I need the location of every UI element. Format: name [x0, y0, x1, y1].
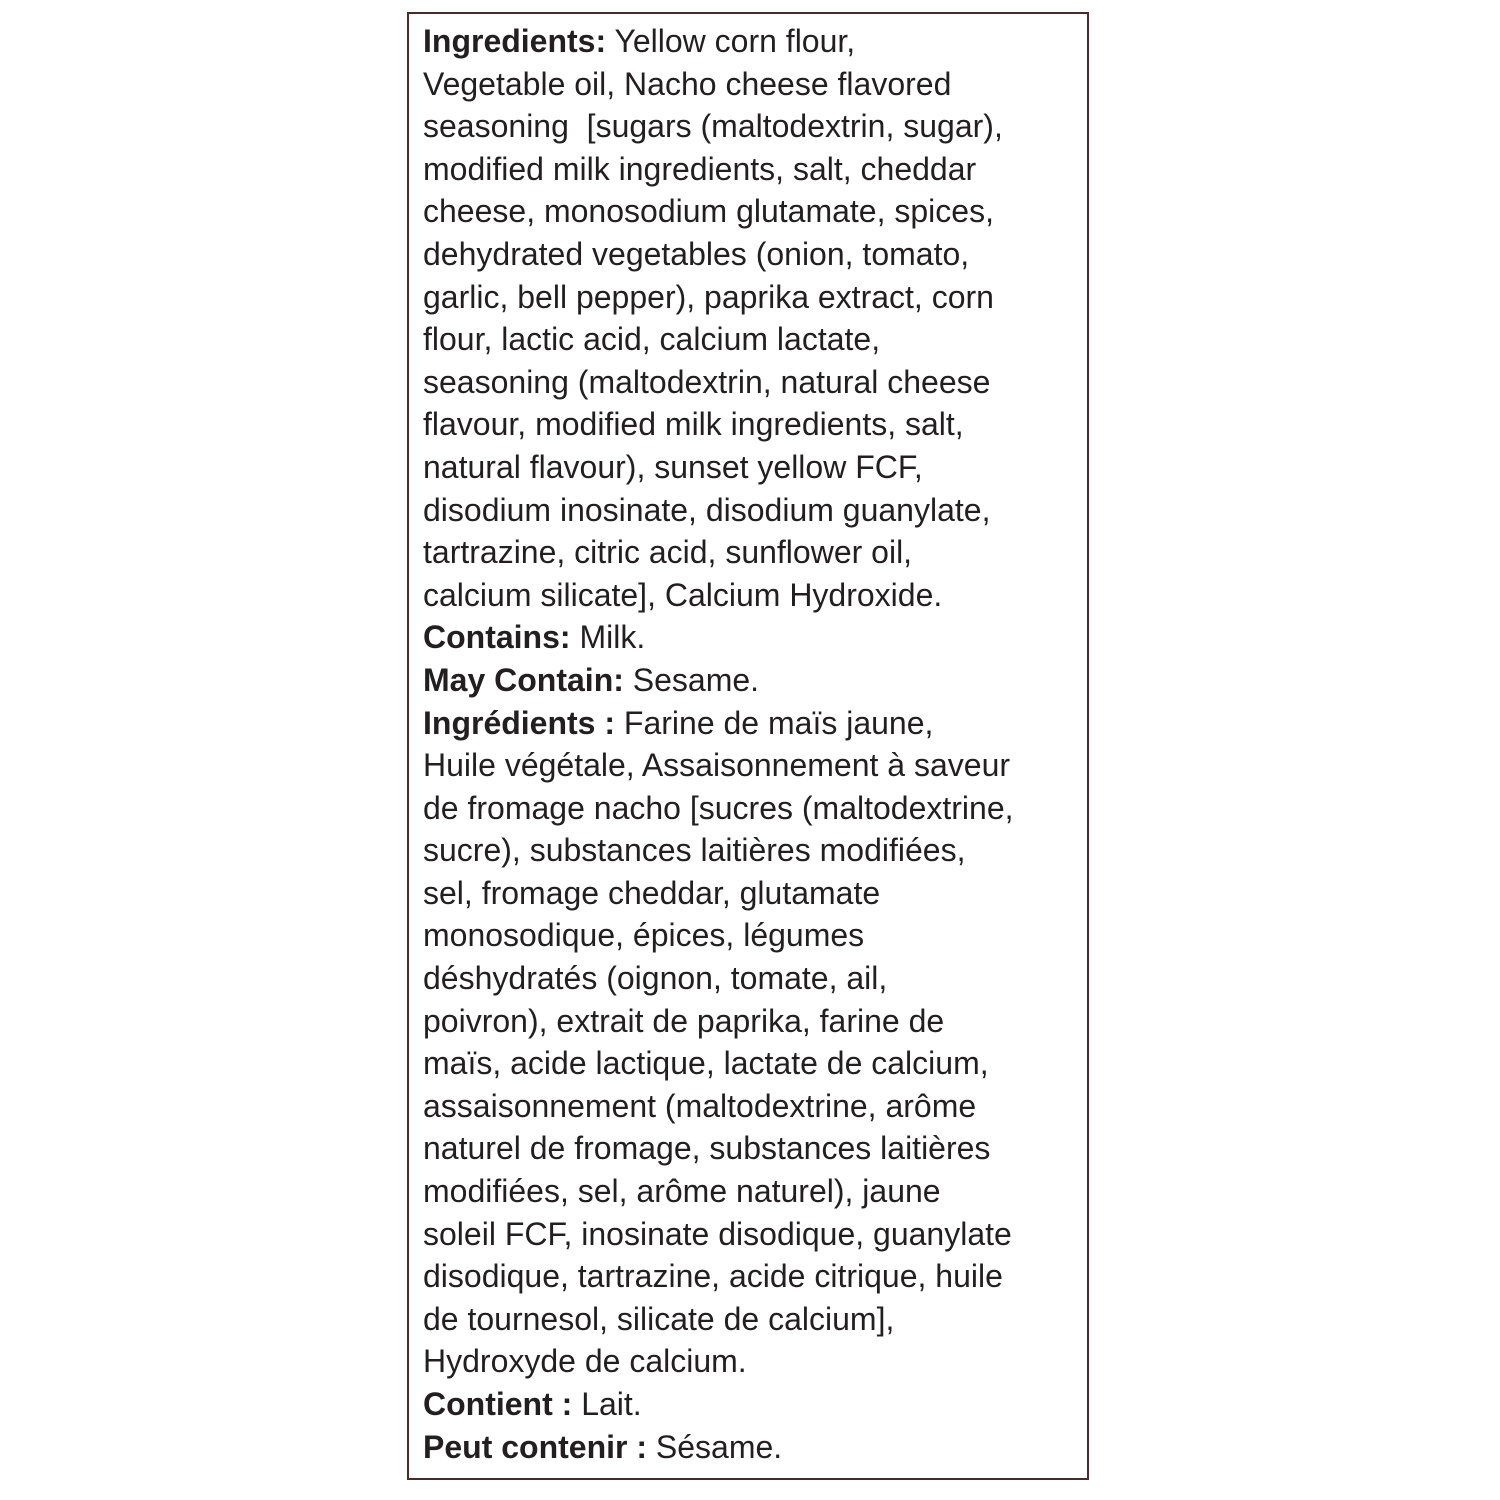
label-line-32: Hydroxyde de calcium. — [423, 1343, 747, 1380]
label-line-18: Huile végétale, Assaisonnement à saveur — [423, 747, 1011, 784]
french-ingredients-heading: Ingrédients : — [423, 704, 616, 741]
label-line-22: monosodique, épices, légumes — [423, 917, 865, 954]
label-line-17 — [423, 702, 1083, 745]
label-line-10: flavour, modified milk ingredients, salt, — [423, 406, 964, 443]
label-line-14: calcium silicate], Calcium Hydroxide. — [423, 576, 943, 613]
label-line-16 — [423, 659, 1083, 702]
label-line-25: maïs, acide lactique, lactate de calcium, — [423, 1045, 989, 1082]
french-contains-heading: Contient : — [423, 1386, 573, 1422]
label-line-33 — [423, 1383, 1083, 1426]
label-line-12: disodium inosinate, disodium guanylate, — [423, 491, 991, 528]
english-contains-heading: Contains: — [423, 619, 571, 656]
label-line-31: de tournesol, silicate de calcium], — [423, 1300, 895, 1337]
label-line-7: garlic, bell pepper), paprika extract, corn — [423, 278, 994, 315]
label-line-34 — [423, 1426, 1083, 1469]
french-may-contain-heading: Peut contenir : — [423, 1428, 648, 1465]
label-line-1 — [423, 20, 1083, 63]
label-line-26: assaisonnement (maltodextrine, arôme — [423, 1087, 977, 1124]
label-line-text: Lait. — [572, 1386, 642, 1422]
label-line-text: Milk. — [570, 619, 646, 656]
ingredients-label-panel — [407, 12, 1089, 1480]
label-line-29: soleil FCF, inosinate disodique, guanylate — [423, 1215, 1012, 1252]
label-line-15 — [423, 616, 1083, 659]
label-line-30: disodique, tartrazine, acide citrique, huile — [423, 1258, 1003, 1295]
label-line-3: seasoning [sugars (maltodextrin, sugar), — [423, 108, 1003, 145]
label-line-19: de fromage nacho [sucres (maltodextrine, — [423, 789, 1014, 826]
label-line-27: naturel de fromage, substances laitières — [423, 1130, 991, 1167]
label-line-13: tartrazine, citric acid, sunflower oil, — [423, 534, 913, 571]
label-line-text: Yellow corn flour, — [606, 23, 856, 59]
label-line-24: poivron), extrait de paprika, farine de — [423, 1002, 945, 1039]
label-line-21: sel, fromage cheddar, glutamate — [423, 874, 881, 911]
label-line-text: Sesame. — [623, 661, 760, 698]
english-may-contain-heading: May Contain: — [423, 661, 624, 698]
label-line-4: modified milk ingredients, salt, cheddar — [423, 150, 977, 187]
english-ingredients-heading: Ingredients: — [423, 23, 607, 59]
label-line-28: modifiées, sel, arôme naturel), jaune — [423, 1173, 941, 1210]
label-line-20: sucre), substances laitières modifiées, — [423, 832, 966, 869]
ingredients-text-block — [423, 20, 1083, 1468]
label-line-11: natural flavour), sunset yellow FCF, — [423, 448, 923, 485]
label-line-text: Sésame. — [647, 1428, 783, 1465]
label-line-8: flour, lactic acid, calcium lactate, — [423, 321, 881, 358]
label-line-2: Vegetable oil, Nacho cheese flavored — [423, 65, 952, 102]
label-line-23: déshydratés (oignon, tomate, ail, — [423, 960, 888, 997]
label-line-text: Farine de maïs jaune, — [615, 704, 934, 741]
label-line-6: dehydrated vegetables (onion, tomato, — [423, 235, 970, 272]
label-line-5: cheese, monosodium glutamate, spices, — [423, 193, 994, 230]
label-line-9: seasoning (maltodextrin, natural cheese — [423, 363, 991, 400]
